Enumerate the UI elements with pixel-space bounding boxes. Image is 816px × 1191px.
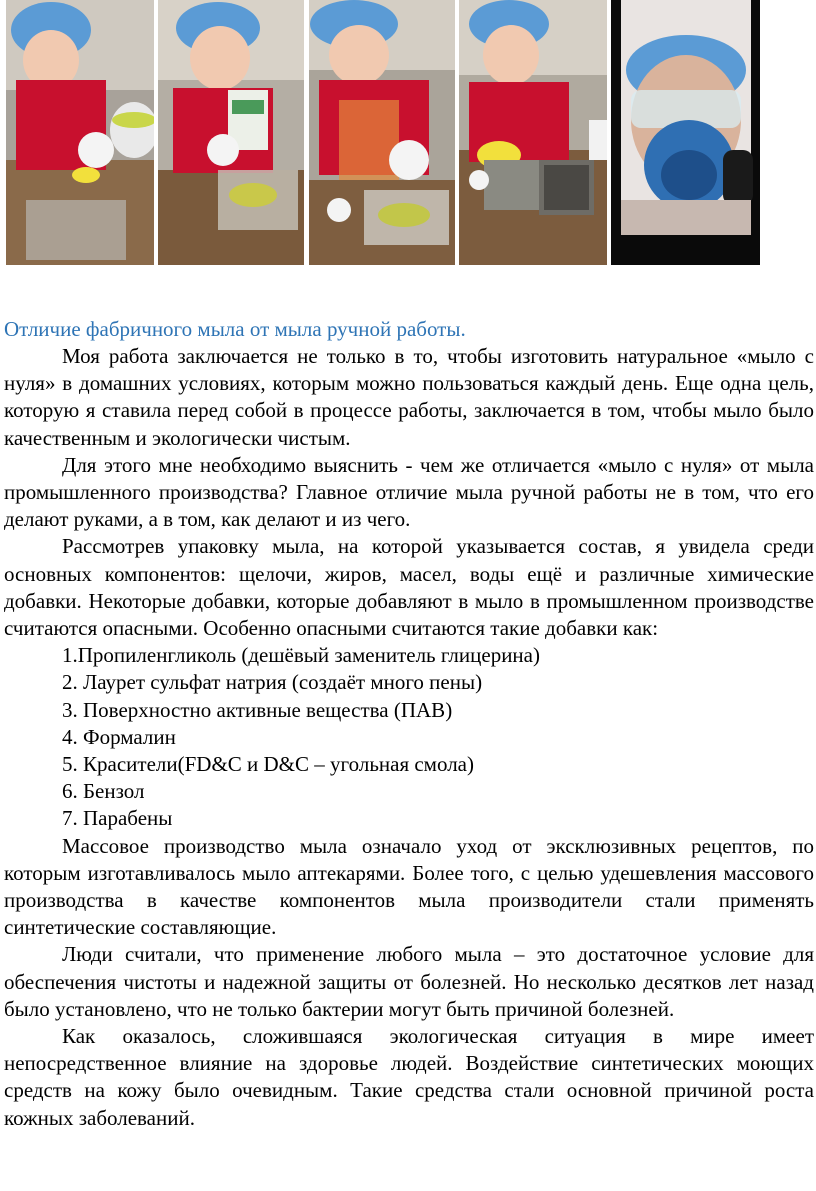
list-item: 1.Пропиленгликоль (дешёвый заменитель глицерина) [62, 643, 540, 668]
photo-child-pouring-soap [6, 0, 154, 265]
list-item: 7. Парабены [62, 806, 173, 831]
paragraph-3: Рассмотрев упаковку мыла, на которой указывается состав, я увидела среди основных компонентов: щелочи, жиров, масел, воды ещё и различные химические добавки. Некоторые добавки, которые добавляют в мыло в промышленном производстве считаются опасными. Особенно опасными считаются такие добавки как: [4, 534, 814, 641]
list-item: 6. Бензол [62, 779, 145, 804]
document-body [4, 316, 814, 1132]
paragraph-5: Люди считали, что применение любого мыла – это достаточное условие для обеспечения чистоты и надежной защиты от болезней. Но несколько десятков лет назад было установлено, что не только бактерии могут быть причиной болезней. [4, 942, 814, 1021]
photo-child-cutting-soap [309, 0, 455, 265]
paragraph-4: Массовое производство мыла означало уход от эксклюзивных рецептов, по которым изготавливалось мыло аптекарями. Более того, с целью удешевления массового производства в качестве компонентов мыла производители стали применять синтетические составляющие. [4, 833, 814, 940]
paragraph-2: Для этого мне необходимо выяснить - чем же отличается «мыло с нуля» от мыла промышленного производства? Главное отличие мыла ручной работы не в том, что его делают руками, а в том, как делают и из чего. [4, 452, 814, 532]
section-heading: Отличие фабричного мыла от мыла ручной работы. [4, 317, 466, 341]
list-item: 5. Красители(FD&C и D&C – угольная смола) [62, 752, 474, 777]
photo-strip [0, 0, 816, 270]
photo-child-with-molds [459, 0, 607, 265]
list-item: 3. Поверхностно активные вещества (ПАВ) [62, 697, 453, 722]
paragraph-1: Моя работа заключается не только в то, чтобы изготовить натуральное «мыло с нуля» в домашних условиях, которым можно пользоваться каждый день. Еще одна цель, которую я ставила перед собой в процессе работы, заключается в том, чтобы мыло было качественным и экологически чистым. [4, 344, 814, 450]
photo-person-in-respirator [611, 0, 760, 265]
paragraph-6: Как оказалось, сложившаяся экологическая ситуация в мире имеет непосредственное влияние на здоровье людей. Воздействие синтетических моющих средств на кожу было очевидным. Такие средства стали основной причиной роста кожных заболеваний. [4, 1024, 814, 1130]
list-item: 2. Лаурет сульфат натрия (создаёт много пены) [62, 670, 483, 695]
list-item: 4. Формалин [62, 724, 176, 749]
photo-child-holding-package [158, 0, 304, 265]
